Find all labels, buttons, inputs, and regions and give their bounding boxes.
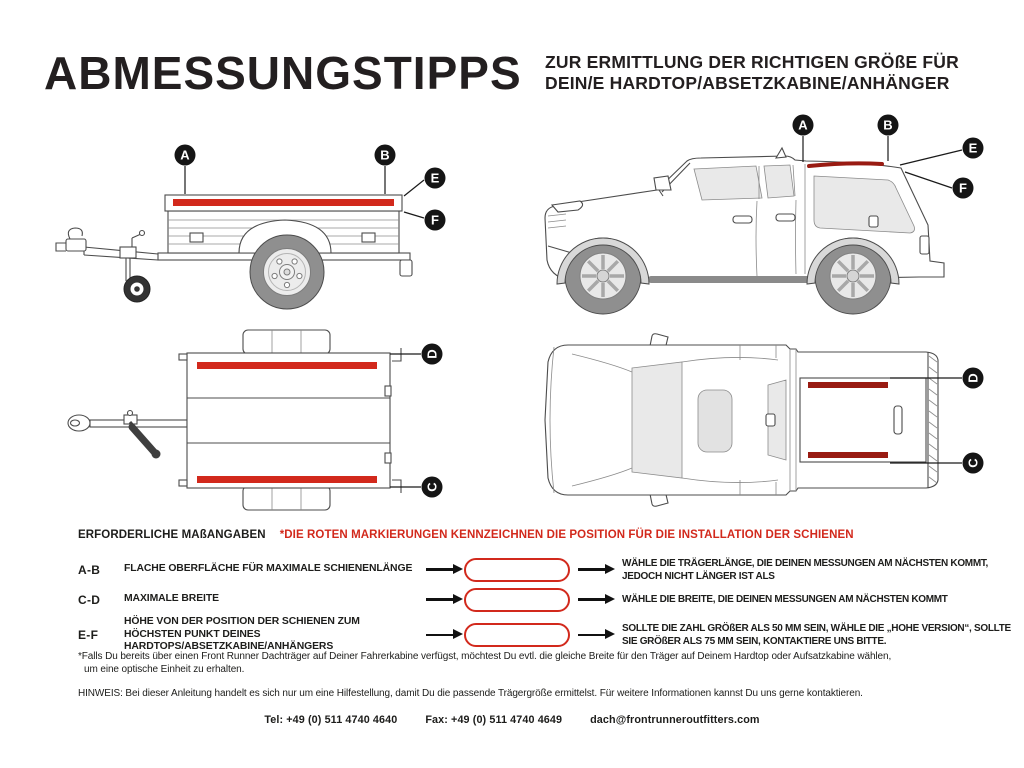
- measurement-input-oval: [464, 588, 570, 612]
- truck-side-view-diagram: [528, 106, 1000, 316]
- label-a-marker: [793, 115, 814, 136]
- trailer-top-view-diagram: [60, 323, 460, 517]
- trailer-top-illustration: [68, 330, 443, 510]
- jockey-wheel: [120, 231, 150, 303]
- svg-text:A: A: [180, 147, 190, 163]
- row-key: A-B: [78, 562, 101, 577]
- row-description: HÖHE VON DER POSITION DER SCHIENEN ZUM HÖCHSTEN PUNKT DEINES HARDTOPS/ABSETZKABINE/ANHÄNGERS: [124, 616, 360, 653]
- trailer-side-view-diagram: [40, 125, 460, 325]
- trailer-wheel: [250, 235, 324, 309]
- label-b-marker: [878, 115, 899, 136]
- svg-text:A: A: [798, 117, 808, 133]
- label-c-marker: [422, 477, 443, 498]
- label-e-marker: [425, 168, 446, 189]
- row-description: MAXIMALE BREITE: [124, 593, 219, 605]
- subtitle-line-1: ZUR ERMITTLUNG DER RICHTIGEN GRÖßE FÜR: [545, 52, 959, 72]
- page-title: ABMESSUNGSTIPPS: [44, 47, 522, 99]
- arrow-right-icon: [578, 598, 606, 601]
- svg-text:B: B: [380, 147, 390, 163]
- svg-text:D: D: [424, 349, 440, 359]
- label-d-marker: [422, 344, 443, 365]
- truck-bed: [800, 378, 926, 462]
- label-c-marker: [963, 453, 984, 474]
- measurement-input-oval: [464, 623, 570, 647]
- footnote-asterisk-line2: um eine optische Einheit zu erhalten.: [84, 664, 245, 675]
- arrow-right-icon: [426, 568, 454, 571]
- row-result: SOLLTE DIE ZAHL GRÖßER ALS 50 MM SEIN, WÄHLE DIE „HOHE VERSION“, SOLLTE SIE GRÖßER ALS 75 MM SEIN, KONTAKTIERE UNS BITTE.: [622, 623, 1011, 648]
- measurement-rows: [78, 556, 1012, 657]
- label-f-marker: [425, 210, 446, 231]
- row-result: WÄHLE DIE BREITE, DIE DEINEN MESSUNGEN AM NÄCHSTEN KOMMT: [622, 594, 948, 605]
- label-b-marker: [375, 145, 396, 166]
- trailer-hitch-coupler: [68, 415, 90, 431]
- antenna-fin: [776, 148, 786, 158]
- rail-position-marker: [197, 362, 377, 369]
- footnote-hinweis: HINWEIS: Bei dieser Anleitung handelt es sich nur um eine Hilfestellung, damit Du die passende Trägergröße ermittelst. Für weitere Informationen kannst Du uns gerne kontaktieren.: [78, 688, 863, 699]
- measurements-heading: ERFORDERLICHE MAßANGABEN: [78, 529, 266, 541]
- svg-text:F: F: [959, 180, 967, 196]
- rail-position-marker: [197, 476, 377, 483]
- measurement-row-ab: [78, 556, 1012, 583]
- svg-text:F: F: [431, 212, 439, 228]
- trailer-hitch-coupler: [56, 228, 86, 251]
- measurement-row-ef: [78, 616, 1012, 654]
- arrow-right-icon: [578, 634, 606, 637]
- row-result: WÄHLE DIE TRÄGERLÄNGE, DIE DEINEN MESSUNGEN AM NÄCHSTEN KOMMT, JEDOCH NICHT LÄNGER IST ALS: [622, 557, 989, 582]
- jockey-crank-handle: [124, 411, 161, 459]
- footnote-asterisk-line1: *Falls Du bereits über einen Front Runner Dachträger auf Deiner Fahrerkabine verfügst, möchtest Du evtl. die gleiche Breite für den Träger auf Deinem Hardtop oder Aufsatzkabine wählen,: [78, 651, 892, 662]
- truck-side-illustration: [545, 115, 984, 315]
- trailer-side-illustration: [56, 145, 446, 310]
- measurements-heading-row: [78, 529, 854, 541]
- contact-tel: Tel: +49 (0) 511 4740 4640: [264, 714, 398, 726]
- page-subtitle: [545, 52, 959, 93]
- side-mirror: [654, 176, 671, 190]
- label-d-marker: [963, 368, 984, 389]
- svg-text:B: B: [883, 117, 893, 133]
- contact-bar: [0, 714, 1024, 726]
- svg-text:E: E: [430, 170, 440, 186]
- measurement-input-oval: [464, 558, 570, 582]
- truck-top-view-diagram: [528, 330, 1000, 510]
- label-a-marker: [175, 145, 196, 166]
- sunroof: [698, 390, 732, 452]
- truck-top-illustration: [545, 334, 984, 507]
- row-key: C-D: [78, 592, 101, 607]
- svg-text:E: E: [968, 140, 978, 156]
- measurement-row-cd: [78, 586, 1012, 613]
- subtitle-line-2: DEIN/E HARDTOP/ABSETZKABINE/ANHÄNGER: [545, 72, 950, 93]
- arrow-right-icon: [426, 598, 454, 601]
- arrow-right-icon: [578, 568, 606, 571]
- rail-position-marker: [808, 382, 888, 388]
- row-description: FLACHE OBERFLÄCHE FÜR MAXIMALE SCHIENENLÄNGE: [124, 563, 413, 575]
- label-f-marker: [953, 178, 974, 199]
- svg-text:C: C: [965, 458, 981, 468]
- arrow-right-icon: [426, 634, 454, 637]
- svg-text:D: D: [965, 373, 981, 383]
- rail-position-marker: [173, 199, 394, 206]
- red-markings-note: *DIE ROTEN MARKIERUNGEN KENNZEICHNEN DIE POSITION FÜR DIE INSTALLATION DER SCHIENEN: [279, 529, 854, 541]
- windshield: [632, 362, 682, 478]
- row-key: E-F: [78, 628, 99, 643]
- label-e-marker: [963, 138, 984, 159]
- contact-email: dach@frontrunneroutfitters.com: [590, 714, 760, 726]
- svg-text:C: C: [424, 482, 440, 492]
- contact-fax: Fax: +49 (0) 511 4740 4649: [425, 714, 563, 726]
- rail-position-marker: [808, 452, 888, 458]
